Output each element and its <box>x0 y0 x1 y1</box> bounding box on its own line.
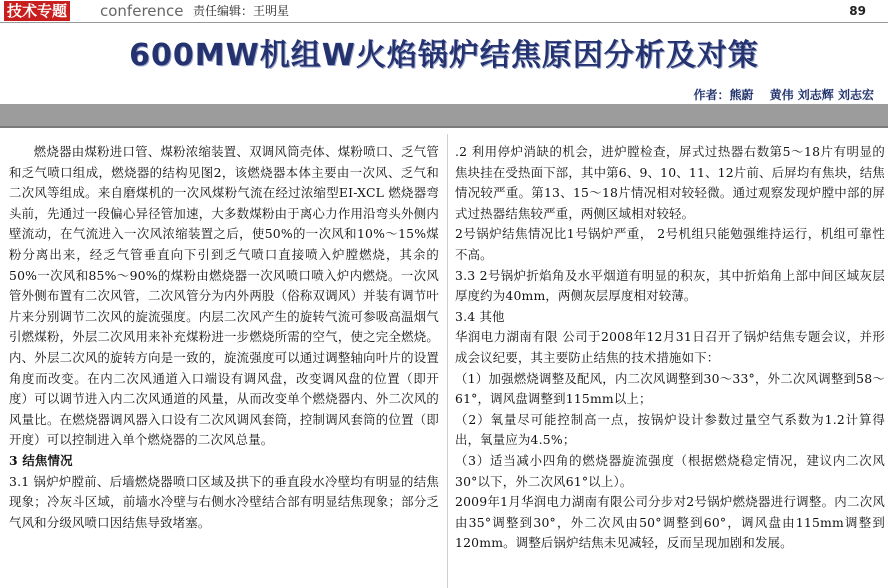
article-title: 600MW机组W火焰锅炉结焦原因分析及对策 <box>129 38 759 73</box>
right-column <box>455 142 885 588</box>
list-item: （2）氧量尽可能控制高一点，按锅炉设计参数过量空气系数为1.2计算得出，氧量应为4.5%； <box>455 411 885 448</box>
editor-credit: 责任编辑：王明星 <box>193 4 290 18</box>
body-paragraph: 3.3 2号锅炉折焰角及水平烟道有明显的积灰，其中折焰角上部中间区域灰层厚度约为40mm，两侧灰层厚度相对较薄。 <box>455 267 885 304</box>
header-rule <box>0 22 888 23</box>
conference-word: conference <box>100 2 184 20</box>
section-heading: 3 结焦情况 <box>9 452 73 468</box>
subsection-heading: 3.4 其他 <box>455 308 505 324</box>
left-column <box>9 142 439 588</box>
body-paragraph: 华润电力湖南有限 公司于2008年12月31日召开了锅炉结焦专题会议，并形成会议纪要，其主要防止结焦的技术措施如下： <box>455 329 885 365</box>
body-paragraph: 3.1 锅炉炉膛前、后墙燃烧器喷口区域及拱下的垂直段水冷壁均有明显的结焦现象；冷灰斗区域，前墙水冷壁与右侧水冷壁结合部有明显结焦现象；部分乏气风和分级风喷口因结焦导致堵塞。 <box>9 473 439 530</box>
column-separator <box>447 134 448 588</box>
body-paragraph: 燃烧器由煤粉进口管、煤粉浓缩装置、双调风筒壳体、煤粉喷口、乏气管和乏气喷口组成，燃烧器的结构见图2，该燃烧器本体主要由一次风、乏气和二次风等组成。来自磨煤机的一次风煤粉气流在经过浓缩型EI-XCL 燃烧器弯头前，先通过一段偏心异径管加速，大多数煤粉由于离心力作用沿弯头外侧内壁流动，在气流进入一次风浓缩装置之后，使50%的一次风和10%～15%煤粉分离出来，经乏气管垂直向下引到乏气喷口直接喷入炉膛燃烧，其余的50%一次风和85%～90%的煤粉由燃烧器一次风喷口喷入炉内燃烧。一次风管外侧布置有二次风管，二次风管分为内外两股（俗称双调风）并装有调节叶片来分别调节二次风的旋流强度。内层二次风产生的旋转气流可参吸高温烟气引燃煤粉，外层二次风用来补充煤粉进一步燃烧所需的空气，使之完全燃烧。内、外层二次风的旋转方向是一致的，旋流强度可以通过调整轴向叶片的设置角度而改变。在内二次风通道入口端设有调风盘，改变调风盘的位置（即开度）可以调节进入内二次风通道的风量，从而改变单个燃烧器内、外二次风的风量比。在燃烧器调风器入口设有二次风调风套筒，控制调风套筒的位置（即开度）可以控制进入单个燃烧器的二次风总量。 <box>9 144 439 448</box>
title-band <box>0 104 888 126</box>
list-item: （1）加强燃烧调整及配风，内二次风调整到30～33°，外二次风调整到58～61°，调风盘调整到115mm以上； <box>455 370 885 407</box>
body-paragraph: .2 利用停炉消缺的机会，进炉膛检查，屏式过热器右数第5～18片有明显的焦块挂在受热面下部，其中第6、9、10、11、12片前、后屏均有焦块，结焦情况较严重。第13、15～18片情况相对较轻微。通过观察发现炉膛中部的屏式过热器结焦较严重，两侧区域相对较轻。 <box>455 144 885 221</box>
page-header <box>0 0 888 22</box>
section-tag: 技术专题 <box>4 1 70 21</box>
title-band-edge <box>0 126 888 128</box>
body-paragraph: 2009年1月华润电力湖南有限公司分步对2号锅炉燃烧器进行调整。内二次风由35°调整到30°，外二次风由50°调整到60°，调风盘由115mm调整到120mm。调整后锅炉结焦未见减轻，反而呈现加剧和发展。 <box>455 494 885 551</box>
list-item: （3）适当减小四角的燃烧器旋流强度（根据燃烧稳定情况，建议内二次风30°以下，外二次风61°以上）。 <box>455 452 885 489</box>
page-number: 89 <box>849 4 866 18</box>
article-authors: 作者：熊蔚 黄伟 刘志辉 刘志宏 <box>693 88 874 102</box>
body-paragraph: 2号锅炉结焦情况比1号锅炉严重， 2号机组只能勉强维持运行，机组可靠性不高。 <box>455 226 885 262</box>
